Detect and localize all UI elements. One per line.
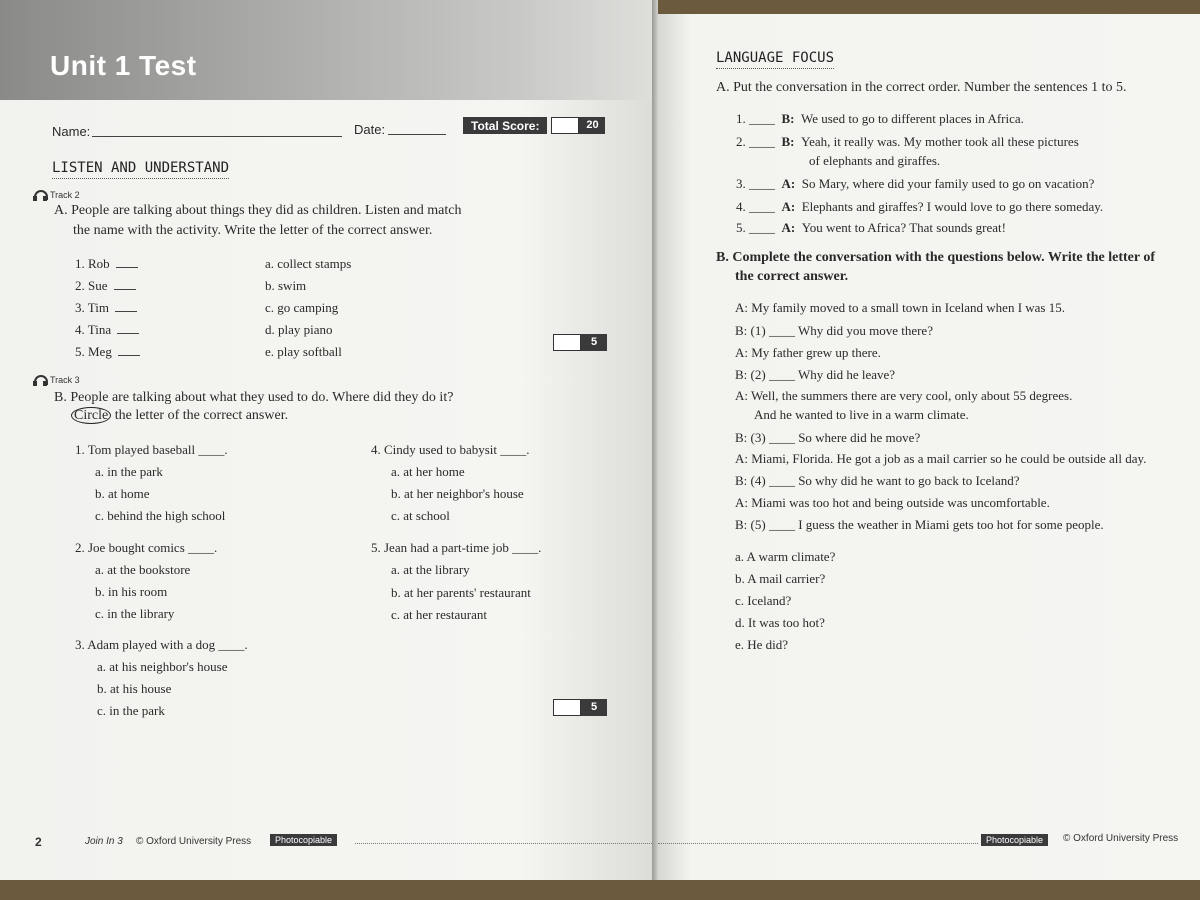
answer-blank[interactable] (114, 289, 136, 290)
photocopiable-badge: Photocopiable (270, 834, 337, 846)
list-item (75, 300, 137, 316)
total-score-input[interactable] (551, 117, 579, 134)
exercise-a-instruction-line2: the name with the activity. Write the letter of the correct answer. (73, 223, 433, 238)
name-item-text: 2. Sue (75, 278, 108, 293)
track-2 (33, 190, 80, 201)
exercise-b-score-box (553, 699, 607, 716)
order-item-continuation: of elephants and giraffes. (809, 153, 941, 168)
order-number[interactable]: 2. ____ (736, 134, 775, 149)
order-number[interactable]: 5. ____ (736, 220, 775, 235)
question-3-option[interactable]: b. at his house (97, 681, 172, 696)
order-number[interactable]: 3. ____ (736, 176, 775, 191)
line-text: So Mary, where did your family used to go on vacation? (801, 176, 1095, 191)
list-item (75, 344, 140, 360)
lf-exercise-b-instruction-line2: the correct answer. (735, 269, 849, 284)
question-4-option[interactable]: a. at her home (391, 464, 465, 479)
footer-book: Join In 3 (85, 836, 123, 847)
question-1-option[interactable]: a. in the park (95, 464, 163, 479)
dialog-line: B: (1) ____ Why did you move there? (735, 323, 933, 338)
list-item (75, 322, 139, 338)
exercise-a-score: 5 (581, 334, 607, 351)
section-heading-language: LANGUAGE FOCUS (716, 50, 834, 69)
lf-exercise-b-instruction-line1: B. Complete the conversation with the questions below. Write the letter of (716, 250, 1156, 265)
exercise-b-instruction-line1: B. People are talking about what they used to do. Where did they do it? (54, 390, 454, 405)
question-1: 1. Tom played baseball ____. (75, 442, 228, 457)
line-text: Yeah, it really was. My mother took all these pictures (801, 134, 1079, 149)
exercise-b-instruction-line2 (71, 408, 288, 424)
score-input[interactable] (553, 699, 581, 716)
answer-blank[interactable] (116, 267, 138, 268)
instruction-rest: the letter of the correct answer. (111, 408, 289, 423)
footer-press: © Oxford University Press (1063, 833, 1179, 844)
answer-blank[interactable] (118, 355, 140, 356)
name-label: Name: (52, 124, 91, 139)
total-score-label: Total Score: (463, 117, 547, 134)
footer-divider (355, 843, 652, 844)
order-item (736, 134, 1079, 150)
speaker: B: (781, 111, 795, 126)
question-4-option[interactable]: b. at her neighbor's house (391, 486, 524, 501)
order-item (736, 199, 1103, 215)
name-item-text: 5. Meg (75, 344, 112, 359)
dialog-line: A: Well, the summers there are very cool, only about 55 degrees. (735, 388, 1073, 403)
photocopiable-badge: Photocopiable (981, 834, 1048, 846)
question-4-option[interactable]: c. at school (391, 508, 450, 523)
answer-option: c. Iceland? (735, 593, 792, 608)
speaker: A: (781, 220, 796, 235)
exercise-b-score: 5 (581, 699, 607, 716)
activity-item: d. play piano (265, 322, 333, 337)
question-1-option[interactable]: b. at home (95, 486, 150, 501)
answer-option: d. It was too hot? (735, 615, 825, 630)
lf-exercise-a-instruction: A. Put the conversation in the correct order. Number the sentences 1 to 5. (716, 80, 1127, 95)
dialog-line: B: (4) ____ So why did he want to go back to Iceland? (735, 473, 1020, 488)
activity-item: e. play softball (265, 344, 342, 359)
right-page (658, 14, 1200, 880)
footer-divider (658, 843, 978, 844)
answer-blank[interactable] (117, 333, 139, 334)
track-2-label: Track 2 (50, 190, 80, 200)
dialog-line: B: (5) ____ I guess the weather in Miami gets too hot for some people. (735, 517, 1104, 532)
line-text: Elephants and giraffes? I would love to go there someday. (801, 199, 1104, 214)
question-5: 5. Jean had a part-time job ____. (371, 540, 542, 555)
line-text: We used to go to different places in Africa. (801, 111, 1024, 126)
circle-word: Circle (71, 407, 111, 424)
answer-blank[interactable] (115, 311, 137, 312)
answer-option: a. A warm climate? (735, 549, 836, 564)
track-3 (33, 375, 80, 386)
question-2-option[interactable]: a. at the bookstore (95, 562, 191, 577)
name-item-text: 1. Rob (75, 256, 110, 271)
exercise-a-score-box (553, 334, 607, 351)
page-number: 2 (35, 835, 42, 849)
dialog-line: A: My father grew up there. (735, 345, 881, 360)
question-1-option[interactable]: c. behind the high school (95, 508, 226, 523)
order-item (736, 111, 1024, 127)
order-item (736, 176, 1094, 192)
list-item (75, 256, 138, 272)
total-score-box (463, 117, 605, 134)
track-3-label: Track 3 (50, 375, 80, 385)
speaker: A: (781, 199, 796, 214)
exercise-a-instruction-line1: A. People are talking about things they did as children. Listen and match (54, 203, 462, 218)
question-3-option[interactable]: c. in the park (97, 703, 165, 718)
dialog-line: B: (2) ____ Why did he leave? (735, 367, 896, 382)
dialog-line: A: Miami was too hot and being outside was uncomfortable. (735, 495, 1050, 510)
date-label: Date: (354, 122, 386, 137)
footer-press: © Oxford University Press (136, 836, 252, 847)
name-item-text: 3. Tim (75, 300, 109, 315)
answer-option: e. He did? (735, 637, 789, 652)
order-item (736, 220, 1006, 236)
question-4: 4. Cindy used to babysit ____. (371, 442, 530, 457)
name-field[interactable] (92, 136, 342, 137)
order-number[interactable]: 4. ____ (736, 199, 775, 214)
name-item-text: 4. Tina (75, 322, 112, 337)
dialog-line: A: My family moved to a small town in Iceland when I was 15. (735, 300, 1065, 315)
order-number[interactable]: 1. ____ (736, 111, 775, 126)
date-field[interactable] (388, 134, 446, 135)
list-item (75, 278, 136, 294)
question-5-option[interactable]: b. at her parents' restaurant (391, 585, 531, 600)
activity-item: a. collect stamps (265, 256, 352, 271)
footer-badge (981, 835, 1048, 846)
headphones-icon (33, 190, 47, 201)
headphones-icon (33, 375, 47, 386)
line-text: You went to Africa? That sounds great! (801, 220, 1006, 235)
desk-surface (0, 880, 1200, 900)
question-2-option[interactable]: b. in his room (95, 584, 168, 599)
activity-item: c. go camping (265, 300, 339, 315)
question-2: 2. Joe bought comics ____. (75, 540, 218, 555)
total-score-value: 20 (579, 117, 605, 134)
dialog-line: And he wanted to live in a warm climate. (754, 407, 969, 422)
dialog-line: A: Miami, Florida. He got a job as a mail carrier so he could be outside all day. (735, 451, 1147, 466)
question-5-option[interactable]: c. at her restaurant (391, 607, 488, 622)
answer-option: b. A mail carrier? (735, 571, 826, 586)
question-3-option[interactable]: a. at his neighbor's house (97, 659, 228, 674)
footer-badge (270, 835, 337, 846)
dialog-line: B: (3) ____ So where did he move? (735, 430, 921, 445)
activity-item: b. swim (265, 278, 307, 293)
question-3: 3. Adam played with a dog ____. (75, 637, 248, 652)
question-5-option[interactable]: a. at the library (391, 562, 470, 577)
speaker: A: (781, 176, 796, 191)
page-title: Unit 1 Test (50, 50, 197, 81)
score-input[interactable] (553, 334, 581, 351)
section-heading-listen: LISTEN AND UNDERSTAND (52, 160, 229, 179)
question-2-option[interactable]: c. in the library (95, 606, 175, 621)
speaker: B: (781, 134, 795, 149)
